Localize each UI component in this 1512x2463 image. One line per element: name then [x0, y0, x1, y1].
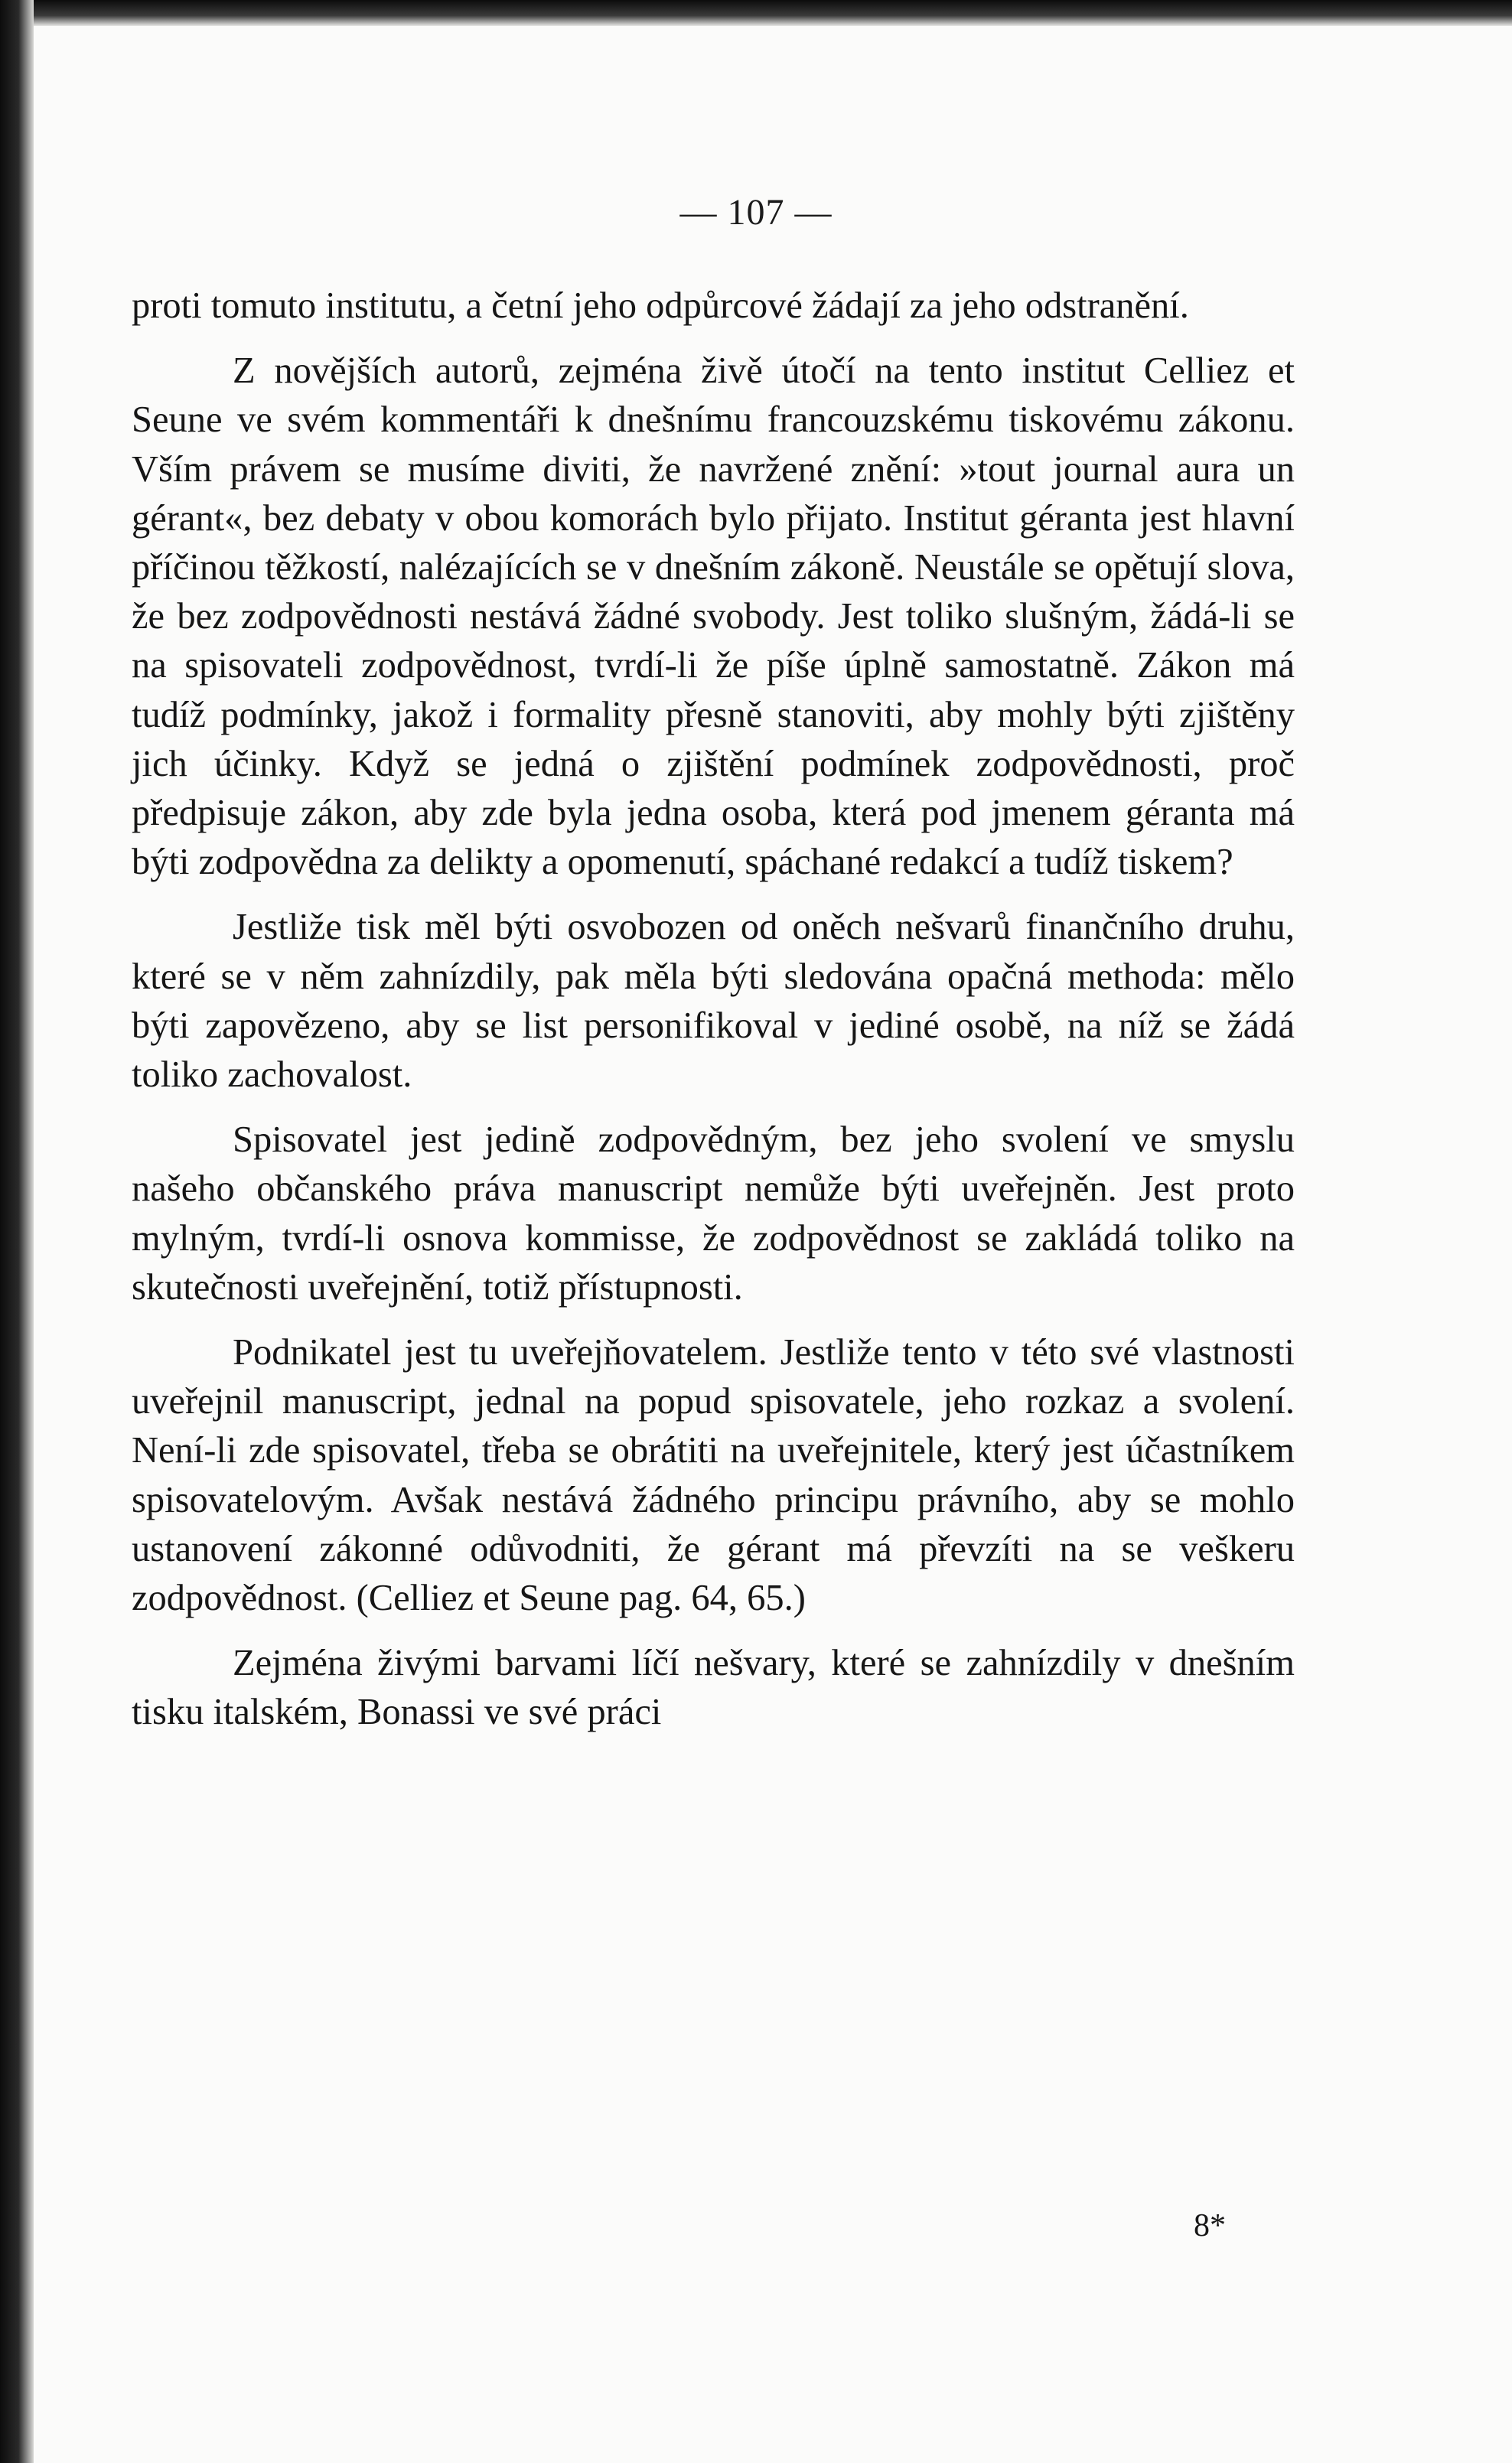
paragraph-2: Z novějších autorů, zejména živě útočí na tento institut Celliez et Seune ve svém kommentáři k dnešnímu francouzskému tiskovému zákonu. Vším právem se musíme diviti, že navržené znění: »tout journal aura un gérant«, bez debaty v obou komorách bylo přijato. Institut géranta jest hlavní příčinou těžkostí, nalézajících se v dnešním zákoně. Neustále se opětují slova, že bez zodpovědnosti nestává žádné svobody. Jest toliko slušným, žádá-li se na spisovateli zodpovědnost, tvrdí-li že píše úplně samostatně. Zákon má tudíž podmínky, jakož i formality přesně stanoviti, aby mohly býti zjištěny jich účinky. Když se jedná o zjištění podmínek zodpovědnosti, proč předpisuje zákon, aby zde byla jedna osoba, která pod jmenem géranta má býti zodpovědna za delikty a opomenutí, spáchané redakcí a tudíž tiskem? — [132, 350, 1295, 883]
page-number: — 107 — — [679, 192, 833, 233]
paragraph-3: Jestliže tisk měl býti osvobozen od oněch nešvarů finančního druhu, které se v něm zahnízdily, pak měla býti sledována opačná methoda: mělo býti zapovězeno, aby se list personifikoval v jediné osobě, na níž se žádá toliko zachovalost. — [132, 907, 1295, 1096]
scan-edge-top — [0, 0, 1512, 26]
signature-mark: 8* — [1194, 2208, 1226, 2243]
paragraph-4: Spisovatel jest jedině zodpovědným, bez jeho svolení ve smyslu našeho občanského práva manuscript nemůže býti uveřejněn. Jest proto mylným, tvrdí-li osnova kommisse, že zodpovědnost se zakládá toliko na skutečnosti uveřejnění, totiž přístupnosti. — [132, 1119, 1295, 1308]
paragraph-6: Zejména živými barvami líčí nešvary, které se zahnízdily v dnešním tisku italském, Bonassi ve své práci — [132, 1643, 1295, 1733]
scan-edge-left — [0, 0, 34, 2463]
paragraph-1: proti tomuto institutu, a četní jeho odpůrcové žádají za jeho odstranění. — [132, 285, 1189, 326]
body-text — [132, 282, 1295, 1754]
paragraph-5: Podnikatel jest tu uveřejňovatelem. Jestliže tento v této své vlastnosti uveřejnil manuscript, jednal na popud spisovatele, jeho rozkaz a svolení. Není-li zde spisovatel, třeba se obrátiti na uveřejnitele, který jest účastníkem spisovatelovým. Avšak nestává žádného principu právního, aby se mohlo ustanovení zákonné odůvodniti, že gérant má převzíti na se veškeru zodpovědnost. (Celliez et Seune pag. 64, 65.) — [132, 1332, 1295, 1619]
